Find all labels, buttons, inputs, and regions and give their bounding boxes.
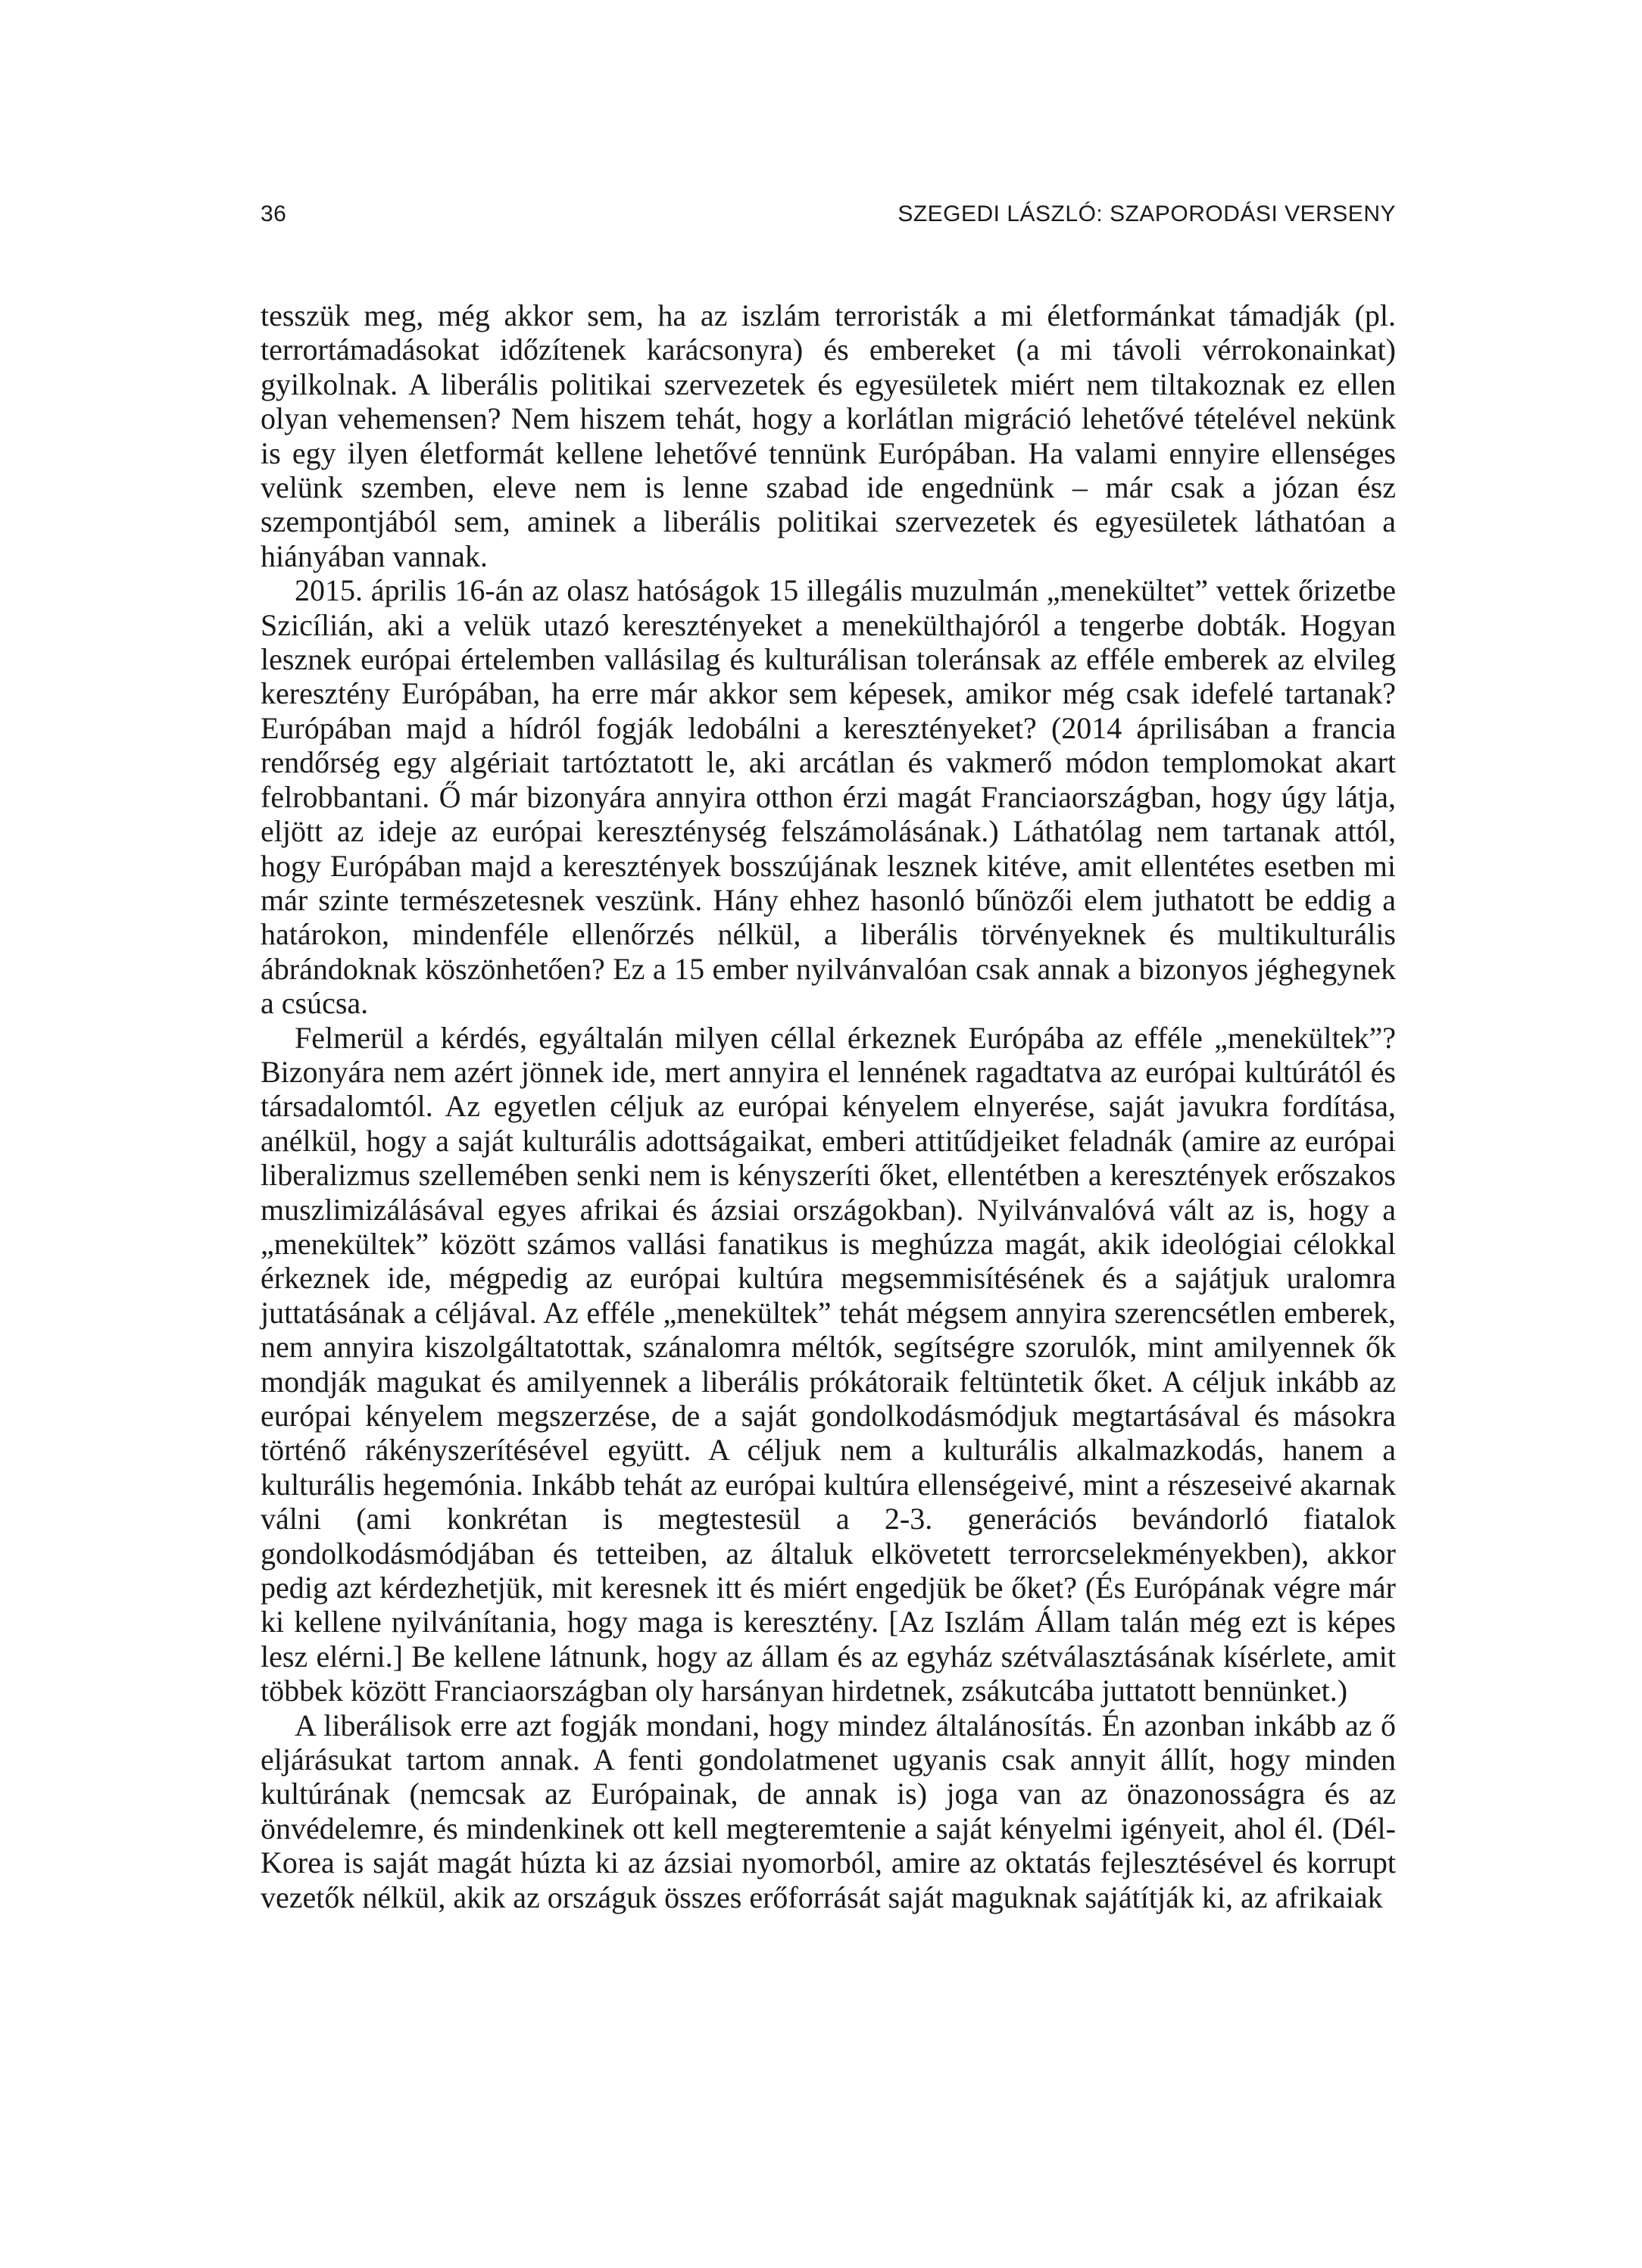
running-title: SZEGEDI LÁSZLÓ: SZAPORODÁSI VERSENY xyxy=(897,201,1396,226)
page-header xyxy=(261,201,1396,239)
body-text xyxy=(261,298,1396,1914)
page-number: 36 xyxy=(261,201,287,226)
paragraph-sicily-incident: 2015. április 16-án az olasz hatóságok 15 illegális muzulmán „menekültet” vettek őrizetbe Szicílián, aki a velük utazó keresztényeket a menekülthajóról a tengerbe dobták. Hogyan lesznek európai értelemben vallásilag és kulturálisan toleránsak az efféle emberek az elvileg keresztény Európában, ha erre már akkor sem képesek, amikor még csak idefelé tartanak? Európában majd a hídról fogják ledobálni a keresztényeket? (2014 áprilisában a francia rendőrség egy algériait tartóztatott le, aki arcátlan és vakmerő módon templomokat akart felrobbantani. Ő már bizonyára annyira otthon érzi magát Franciaországban, hogy úgy látja, eljött az ideje az európai kereszténység felszámolásának.) Láthatólag nem tartanak attól, hogy Európában majd a keresztények bosszújának lesznek kitéve, amit ellentétes esetben mi már szinte természetesnek veszünk. Hány ehhez hasonló bűnözői elem juthatott be eddig a határokon, mindenféle ellenőrzés nélkül, a liberális törvényeknek és multikulturális ábrándoknak köszönhetően? Ez a 15 ember nyilvánvalóan csak annak a bizonyos jéghegynek a csúcsa. xyxy=(261,573,1396,1021)
paragraph-continuation: tesszük meg, még akkor sem, ha az iszlám terroristák a mi életformánkat támadják (pl. terrortámadásokat időzítenek karácsonyra) és embereket (a mi távoli vérrokonainkat) gyilkolnak. A liberális politikai szervezetek és egyesületek miért nem tiltakoznak ez ellen olyan vehemensen? Nem hiszem tehát, hogy a korlátlan migráció lehetővé tételével nekünk is egy ilyen életformát kellene lehetővé tennünk Európában. Ha valami ennyire ellenséges velünk szemben, eleve nem is lenne szabad ide engednünk – már csak a józan ész szempontjából sem, aminek a liberális politikai szervezetek és egyesületek láthatóan a hiányában vannak. xyxy=(261,298,1396,573)
paragraph-migrant-aims: Felmerül a kérdés, egyáltalán milyen céllal érkeznek Európába az efféle „menekültek”? Bizonyára nem azért jönnek ide, mert annyira el lennének ragadtatva az európai kultúrától és társadalomtól. Az egyetlen céljuk az európai kényelem elnyerése, saját javukra fordítása, anélkül, hogy a saját kulturális adottságaikat, emberi attitűdjeiket feladnák (amire az európai liberalizmus szellemében senki nem is kényszeríti őket, ellentétben a keresztények erőszakos muszlimizálásával egyes afrikai és ázsiai országokban). Nyilvánvalóvá vált az is, hogy a „menekültek” között számos vallási fanatikus is meghúzza magát, akik ideológiai célokkal érkeznek ide, mégpedig az európai kultúra megsemmisítésének és a sajátjuk uralomra juttatásának a céljával. Az efféle „menekültek” tehát mégsem annyira szerencsétlen emberek, nem annyira kiszolgáltatottak, szánalomra méltók, segítségre szorulók, mint amilyennek ők mondják magukat és amilyennek a liberális prókátoraik feltüntetik őket. A céljuk inkább az európai kényelem megszerzése, de a saját gondolkodásmódjuk megtartásával és másokra történő rákényszerítésével együtt. A céljuk nem a kulturális alkalmazkodás, hanem a kulturális hegemónia. Inkább tehát az európai kultúra ellenségeivé, mint a részeseivé akarnak válni (ami konkrétan is megtestesül a 2-3. generációs bevándorló fiatalok gondolkodásmódjában és tetteiben, az általuk elkövetett terrorcselekményekben), akkor pedig azt kérdezhetjük, mit keresnek itt és miért engedjük be őket? (És Európának végre már ki kellene nyilvánítania, hogy maga is keresztény. [Az Iszlám Állam talán még ezt is képes lesz elérni.] Be kellene látnunk, hogy az állam és az egyház szétválasztásának kísérlete, amit többek között Franciaországban oly harsányan hirdetnek, zsákutcába juttatott bennünket.) xyxy=(261,1020,1396,1708)
paragraph-liberal-response: A liberálisok erre azt fogják mondani, hogy mindez általánosítás. Én azonban inkább az ő eljárásukat tartom annak. A fenti gondolatmenet ugyanis csak annyit állít, hogy minden kultúrának (nemcsak az Európainak, de annak is) joga van az önazonosságra és az önvédelemre, és mindenkinek ott kell megteremtenie a saját kényelmi igényeit, ahol él. (Dél-Korea is saját magát húzta ki az ázsiai nyomorból, amire az oktatás fejlesztésével és korrupt vezetők nélkül, akik az országuk összes erőforrását saját maguknak sajátítják ki, az afrikaiak xyxy=(261,1708,1396,1914)
